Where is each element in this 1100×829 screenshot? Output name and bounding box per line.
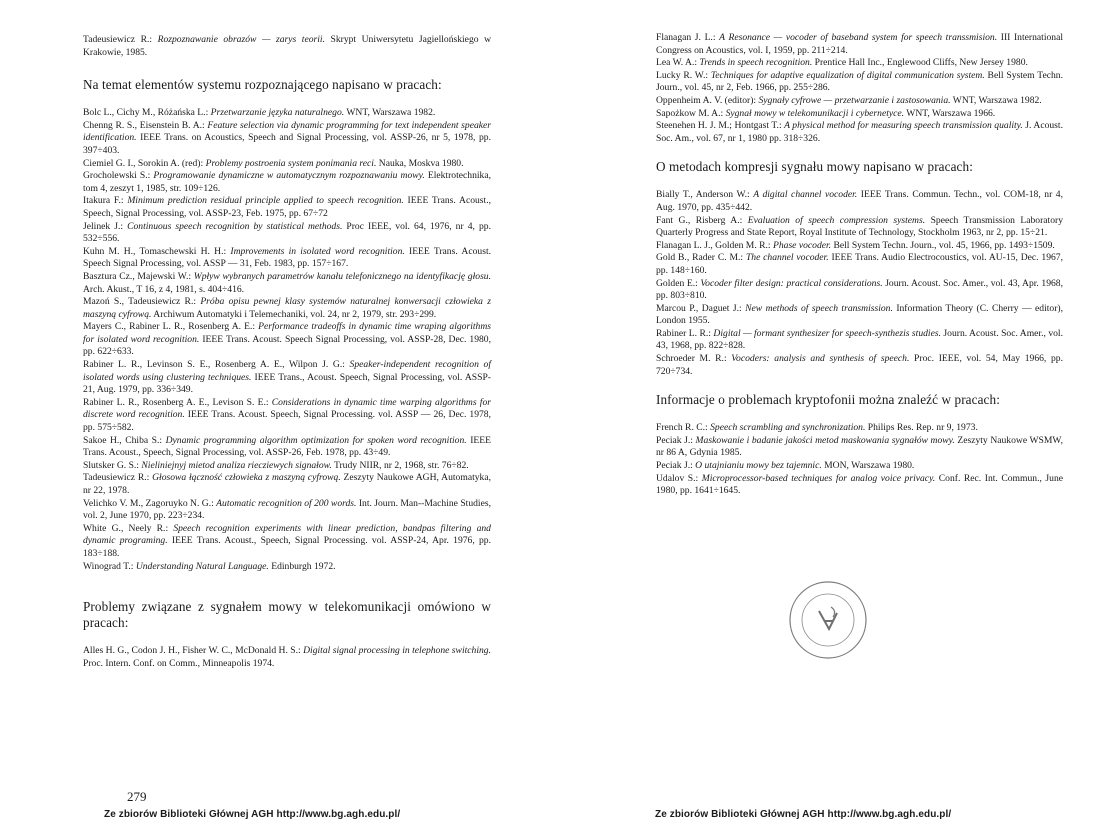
reference-authors: Jelinek J.: <box>83 220 128 232</box>
reference-authors: Chenng R. S., Eisenstein B. A.: <box>83 119 208 131</box>
reference-details: Conf. Rec. Int. Commun., June 1980, pp. 1641÷1645. <box>656 472 1063 497</box>
reference-entry <box>83 523 491 561</box>
reference-title: Programowanie dynamiczne w automatycznym rozpoznawaniu mowy. <box>153 170 425 182</box>
reference-entry <box>83 107 491 120</box>
reference-authors: Udalov S.: <box>656 472 702 484</box>
reference-authors: Schroeder M. R.: <box>656 353 732 365</box>
reference-entry <box>656 70 1063 95</box>
reference-authors: Mazoń S., Tadeusiewicz R.: <box>83 296 201 308</box>
reference-list-compression <box>656 189 1063 378</box>
reference-details: Journ. Acoust. Soc. Amer., vol. 43, Apr. 1968, pp. 803÷810. <box>656 277 1063 302</box>
reference-title: Sygnały cyfrowe — przetwarzanie i zastosowania. <box>758 94 951 106</box>
reference-details: Trudy NIIR, nr 2, 1968, str. 76÷82. <box>331 459 469 471</box>
reference-entry <box>656 108 1063 121</box>
reference-title: Automatic recognition of 200 words. <box>216 497 357 509</box>
reference-entry <box>656 120 1063 145</box>
reference-title: Evaluation of speech compression systems. <box>747 214 926 226</box>
reference-entry <box>656 422 1063 435</box>
section-heading-telecom: Problemy związane z sygnałem mowy w telekomunikacji omówiono w pracach: <box>83 599 491 631</box>
reference-entry <box>83 561 491 574</box>
reference-details: IEEE Trans. Audio Electrocoustics, vol. AU-15, Dec. 1967, pp. 148÷160. <box>656 252 1063 276</box>
reference-title: New methods of speech transmission. <box>745 302 893 314</box>
reference-title: Dynamic programming algorithm optimization for spoken word recognition. <box>165 434 467 446</box>
reference-authors: Sakoe H., Chiba S.: <box>83 434 166 446</box>
reference-entry <box>83 321 491 359</box>
reference-title: O utajnianiu mowy bez tajemnic. <box>695 460 822 472</box>
reference-details: IEEE Trans. Acoust. Speech, Signal Processing. vol. ASSP — 26, Dec. 1978, pp. 575÷582. <box>83 409 492 434</box>
reference-entry <box>83 472 491 497</box>
reference-title: Digital — formant synthesizer for speech-synthezis studies. <box>713 327 941 339</box>
reference-details: IEEE Trans. Acoust., Speech, Signal Processing. vol. ASSP-24, Apr. 1976, pp. 183÷188. <box>83 535 491 559</box>
reference-details: Zeszyty Naukowe WSMW, nr 86 A, Gdynia 1985. <box>656 434 1063 459</box>
reference-title: Techniques for adaptive equalization of digital communication system. <box>710 69 985 81</box>
library-footer-right: Ze zbiorów Biblioteki Głównej AGH http://www.bg.agh.edu.pl/ <box>655 809 952 820</box>
reference-entry <box>83 221 491 246</box>
reference-details: Bell System Techn. Journ., vol. 45, 1966, pp. 1493÷1509. <box>831 239 1055 251</box>
reference-entry <box>656 252 1063 277</box>
reference-title: Głosowa łączność człowieka z maszyną cyfrową. <box>152 472 341 484</box>
reference-title: Trends in speech recognition. <box>699 57 813 69</box>
reference-title: Próba opisu pewnej klasy systemów naturalnej konwersacji człowieka z maszyną cyfrową. <box>83 296 491 320</box>
reference-details: Skrypt Uniwersytetu Jagiellońskiego w Krakowie, 1985. <box>83 34 491 58</box>
reference-authors: Rabiner L. R.: <box>656 327 714 339</box>
reference-details: IEEE Trans. Acoust. Speech Signal Processing, vol. ASSP — 31, Feb. 1983, pp. 157÷167. <box>83 245 492 270</box>
reference-entry <box>656 328 1063 353</box>
reference-entry <box>656 215 1063 240</box>
reference-title: Improvements in isolated word recognition. <box>230 245 405 257</box>
reference-authors: Ciemiel G. I., Sorokin A. (red): <box>83 157 206 169</box>
reference-title: Understanding Natural Language. <box>135 560 269 572</box>
reference-entry <box>83 460 491 473</box>
reference-authors: Bolc L., Cichy M., Różańska L.: <box>83 107 211 119</box>
reference-entry <box>656 240 1063 253</box>
reference-details: J. Acoust. Soc. Am., vol. 67, nr 1, 1980 pp. 318÷326. <box>656 120 1063 144</box>
reference-entry <box>83 498 491 523</box>
reference-title: A digital channel vocoder. <box>753 189 858 201</box>
reference-entry <box>83 120 491 158</box>
reference-details: IEEE Trans. Acoust., Speech, Signal Processing, vol. ASSP-23, Feb. 1975, pp. 67÷72 <box>83 195 491 219</box>
reference-entry <box>656 353 1063 378</box>
reference-details: Int. Journ. Man--Machine Studies, vol. 2, June 1970, pp. 223÷234. <box>83 497 491 522</box>
reference-details: Journ. Acoust. Soc. Amer., vol. 43, 1968, pp. 822÷828. <box>656 327 1063 352</box>
reference-details: Bell System Techn. Journ., vol. 45, nr 2, Feb. 1966, pp. 255÷286. <box>656 69 1063 94</box>
reference-details: Information Theory (C. Cherry — editor), London 1955. <box>656 302 1064 327</box>
reference-authors: Oppenheim A. V. (editor): <box>656 94 759 106</box>
reference-title: Digital signal processing in telephone switching. <box>303 645 491 657</box>
reference-title: Speech recognition experiments with linear prediction, bandpas filtering and dynamic programing. <box>83 522 491 547</box>
reference-title: Wpływ wybranych parametrów kanału telefonicznego na identyfikację głosu. <box>193 270 491 282</box>
library-footer-left: Ze zbiorów Biblioteki Głównej AGH http://www.bg.agh.edu.pl/ <box>104 809 401 820</box>
left-column <box>83 34 491 670</box>
reference-authors: Rabiner L. R., Levinson S. E., Rosenberg A. E., Wilpon J. G.: <box>83 359 350 371</box>
reference-entry <box>83 359 491 397</box>
reference-details: Proc. IEEE, vol. 54, May 1966, pp. 720÷734. <box>656 353 1063 377</box>
reference-title: Rozpoznawanie obrazów — zarys teorii. <box>157 34 325 45</box>
reference-authors: Rabiner L. R., Rosenberg A. E., Levison S. E.: <box>83 396 272 408</box>
reference-list-telecom-continued <box>656 32 1063 145</box>
reference-title: Vocoder filter design: practical considerations. <box>700 277 883 289</box>
reference-authors: Itakura F.: <box>83 195 128 207</box>
reference-details: Elektrotechnika, tom 4, zeszyt 1, 1985, str. 109÷126. <box>83 170 491 194</box>
reference-authors: Kuhn M. H., Tomaschewski H. H.: <box>83 245 231 257</box>
reference-authors: Velichko V. M., Zagoruyko N. G.: <box>83 497 217 509</box>
reference-title: Continuous speech recognition by statistical methods. <box>127 220 343 232</box>
reference-entry <box>83 397 491 435</box>
reference-details: IEEE Trans. Acoust., Speech, Signal Processing, vol. ASSP-26, Feb. 1978, pp. 43÷49. <box>83 434 491 459</box>
reference-details: IEEE Trans. Acoust. Speech Signal Processing, vol. ASSP-28, Dec. 1980, pp. 622÷633. <box>83 333 491 358</box>
reference-details: IEEE Trans., Acoust. Speech, Signal Processing, vol. ASSP-21, Aug. 1979, pp. 336÷349. <box>83 371 491 396</box>
reference-authors: Peciak J.: <box>656 434 696 446</box>
reference-entry <box>83 195 491 220</box>
reference-title: Vocoders: analysis and synthesis of speech. <box>731 353 910 365</box>
reference-authors: French R. C.: <box>656 422 711 434</box>
reference-authors: Fant G., Risberg A.: <box>656 214 748 226</box>
reference-details: Arch. Akust., T 16, z 4, 1981, s. 404÷416. <box>83 283 245 295</box>
reference-entry <box>83 271 491 296</box>
reference-details: Zeszyty Naukowe AGH, Automatyka, nr 22, 1978. <box>83 472 491 496</box>
reference-authors: Mayers C., Rabiner L. R., Rosenberg A. E.: <box>83 321 259 333</box>
reference-entry <box>656 57 1063 70</box>
reference-entry <box>83 158 491 171</box>
reference-entry <box>656 95 1063 108</box>
reference-authors: Lucky R. W.: <box>656 69 711 81</box>
reference-entry <box>656 32 1063 57</box>
reference-details: IEEE Trans. on Acoustics, Speech and Signal Processing, vol. ASSP-26, nr 5, 1978, pp. 397÷403. <box>83 132 491 156</box>
reference-title: A physical method for measuring speech transmission quality. <box>784 120 1023 132</box>
reference-authors: Lea W. A.: <box>656 57 700 69</box>
reference-authors: Golden E.: <box>656 277 701 289</box>
reference-authors: Tadeusiewicz R.: <box>83 472 153 484</box>
reference-entry <box>656 435 1063 460</box>
reference-details: WNT, Warszawa 1982. <box>344 107 436 119</box>
reference-title: Speech scrambling and synchronization. <box>710 422 866 434</box>
reference-title: Nielinieјnyj mietod analiza riecziewych signałow. <box>141 459 332 471</box>
reference-authors: Slutsker G. S.: <box>83 459 142 471</box>
reference-authors: Winograd T.: <box>83 560 136 572</box>
reference-title: Microprocessor-based techniques for analog voice privacy. <box>701 472 936 484</box>
reference-entry <box>83 296 491 321</box>
reference-details: WNT, Warszawa 1982. <box>950 94 1042 106</box>
reference-title: Considerations in dynamic time warping algorithms for discrete word recognition. <box>83 396 491 421</box>
reference-details: Edinburgh 1972. <box>268 560 336 572</box>
reference-title: Przetwarzanie języka naturalnego. <box>210 107 345 119</box>
reference-authors: Flanagan J. L.: <box>656 32 720 43</box>
right-column <box>656 32 1063 498</box>
reference-title: Maskowanie i badanie jakości metod maskowania sygnałów mowy. <box>695 434 955 446</box>
reference-entry <box>656 460 1063 473</box>
reference-authors: Sapożkow M. A.: <box>656 107 726 119</box>
reference-title: Sygnał mowy w telekomunikacji i cybernetyce. <box>725 107 905 119</box>
reference-title: The channel vocoder. <box>745 252 829 264</box>
reference-authors: White G., Neely R.: <box>83 522 174 534</box>
section-heading-compression: O metodach kompresji sygnału mowy napisano w pracach: <box>656 159 973 175</box>
reference-authors: Peciak J.: <box>656 460 696 472</box>
reference-authors: Flanagan L. J., Golden M. R.: <box>656 239 773 251</box>
reference-list-cryptophony <box>656 422 1063 498</box>
reference-details: Nauka, Moskva 1980. <box>376 157 464 169</box>
reference-title: Speaker-independent recognition of isolated words using clustering techniques. <box>83 359 491 383</box>
reference-title: Phase vocoder. <box>772 239 832 251</box>
reference-entry <box>83 170 491 195</box>
reference-authors: Basztura Cz., Majewski W.: <box>83 270 194 282</box>
reference-authors: Gold B., Rader C. M.: <box>656 252 746 264</box>
reference-list-telecom <box>83 645 491 670</box>
reference-authors: Steenehen H. J. M.; Hontgast T.: <box>656 120 785 132</box>
reference-details: Archiwum Automatyki i Telemechaniki, vol. 24, nr 2, 1979, str. 293÷299. <box>151 308 437 320</box>
reference-title: Problemy postroenia system ponimania reci. <box>205 157 377 169</box>
reference-authors: Grocholewski S.: <box>83 170 154 182</box>
reference-entry <box>83 645 491 670</box>
reference-title: Feature selection via dynamic programming for text independent speaker identification. <box>83 119 492 144</box>
reference-details: III International Congress on Acoustics, vol. I, 1959, pp. 211÷214. <box>656 32 1063 56</box>
section-heading-cryptophony: Informacje o problemach kryptofonii można znaleźć w pracach: <box>656 392 1000 408</box>
reference-details: Speech Transmission Laboratory Quarterly Progress and State Report, Royal Institute of Technology, Stockholm 1963, nr 2, pp. 15÷21. <box>656 214 1063 239</box>
reference-details: Proc IEEE, vol. 64, 1976, nr 4, pp. 532÷556. <box>83 220 491 245</box>
reference-details: Philips Res. Rep. nr 9, 1973. <box>865 422 978 434</box>
reference-details: MON, Warszawa 1980. <box>821 460 915 472</box>
reference-entry <box>83 435 491 460</box>
reference-entry <box>656 303 1063 328</box>
reference-list-recognition <box>83 107 491 573</box>
reference-entry <box>656 473 1063 498</box>
reference-title: Performance tradeoffs in dynamic time wraping algorithms for isolated word recognition. <box>83 321 491 345</box>
reference-details: Proc. Intern. Conf. on Comm., Minneapolis 1974. <box>83 657 275 669</box>
reference-authors: Alles H. G., Codon J. H., Fisher W. C., McDonald H. S.: <box>83 645 304 657</box>
reference-entry <box>83 246 491 271</box>
reference-authors: Marcou P., Daguet J.: <box>656 302 746 314</box>
reference-details: Prentice Hall Inc., Englewood Cliffs, New Jersey 1980. <box>812 57 1028 69</box>
reference-authors: Tadeusiewicz R.: <box>83 34 158 45</box>
reference-details: IEEE Trans. Commun. Techn., vol. COM-18, nr 4, Aug. 1970, pp. 435÷442. <box>656 189 1063 213</box>
library-stamp <box>785 577 871 663</box>
reference-title: Minimum prediction residual principle applied to speech recognition. <box>127 195 404 207</box>
reference-details: WNT, Warszawa 1966. <box>904 107 996 119</box>
intro-reference <box>83 34 491 59</box>
page-number: 279 <box>127 789 147 804</box>
right-page <box>550 0 1100 829</box>
reference-entry <box>656 189 1063 214</box>
reference-title: A Resonance — vocoder of baseband system for speech transsmision. <box>719 32 998 43</box>
reference-entry <box>656 278 1063 303</box>
reference-authors: Bially T., Anderson W.: <box>656 189 754 201</box>
section-heading-recognition: Na temat elementów systemu rozpoznającego napisano w pracach: <box>83 77 442 93</box>
